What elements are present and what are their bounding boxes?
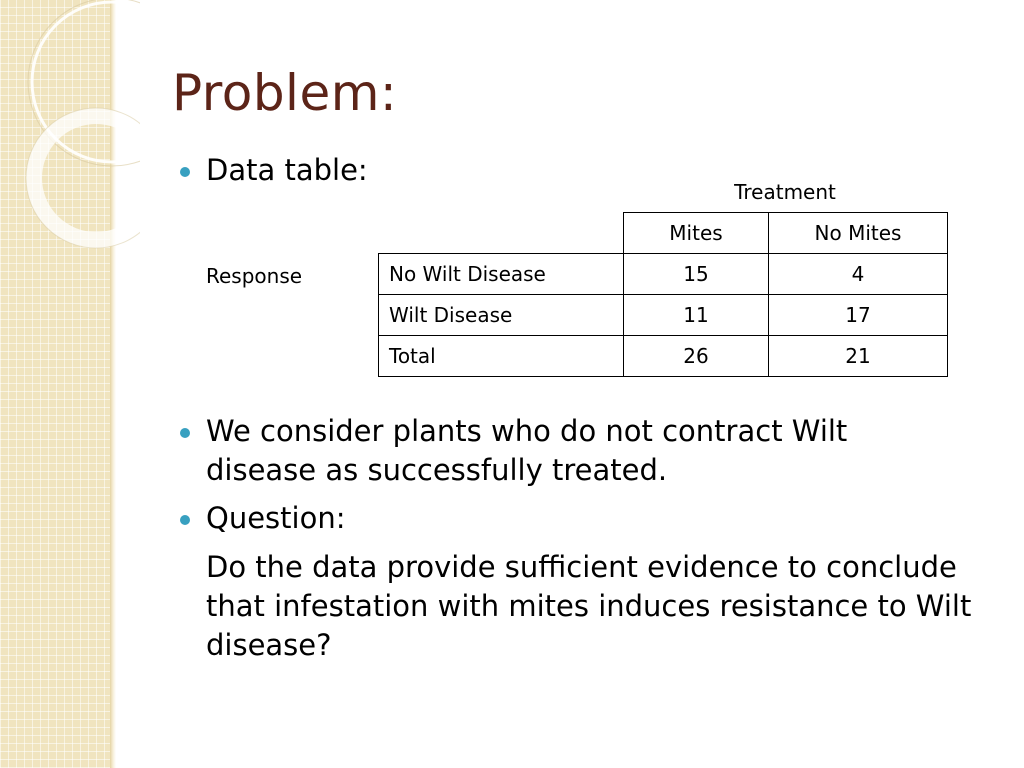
table-row (379, 254, 948, 295)
row-label: Total (379, 336, 624, 377)
table-cell: 15 (624, 254, 769, 295)
treatment-label: Treatment (734, 180, 836, 204)
row-label: No Wilt Disease (379, 254, 624, 295)
table-row (379, 295, 948, 336)
bullet-icon (180, 428, 190, 438)
table-cell: 21 (769, 336, 948, 377)
bullet-icon (180, 167, 190, 177)
bullet-successful-treatment: We consider plants who do not contract Wilt disease as successfully treated. (206, 414, 848, 487)
table-header-row (379, 213, 948, 254)
decorative-circles (0, 0, 140, 260)
question-text: Do the data provide sufficient evidence to conclude that infestation with mites induces resistance to Wilt disease? (206, 550, 972, 662)
bullet-icon (180, 515, 190, 525)
row-label: Wilt Disease (379, 295, 624, 336)
data-table (378, 212, 948, 377)
slide-title: Problem: (172, 64, 398, 122)
table-cell: 4 (769, 254, 948, 295)
bullet-data-table: Data table: (206, 153, 368, 187)
table-row (379, 336, 948, 377)
table-empty-cell (379, 213, 624, 254)
table-cell: 11 (624, 295, 769, 336)
table-cell: 17 (769, 295, 948, 336)
header-mites: Mites (624, 213, 769, 254)
bullet-question: Question: (206, 501, 346, 535)
table-cell: 26 (624, 336, 769, 377)
response-label: Response (206, 264, 303, 288)
header-no-mites: No Mites (769, 213, 948, 254)
